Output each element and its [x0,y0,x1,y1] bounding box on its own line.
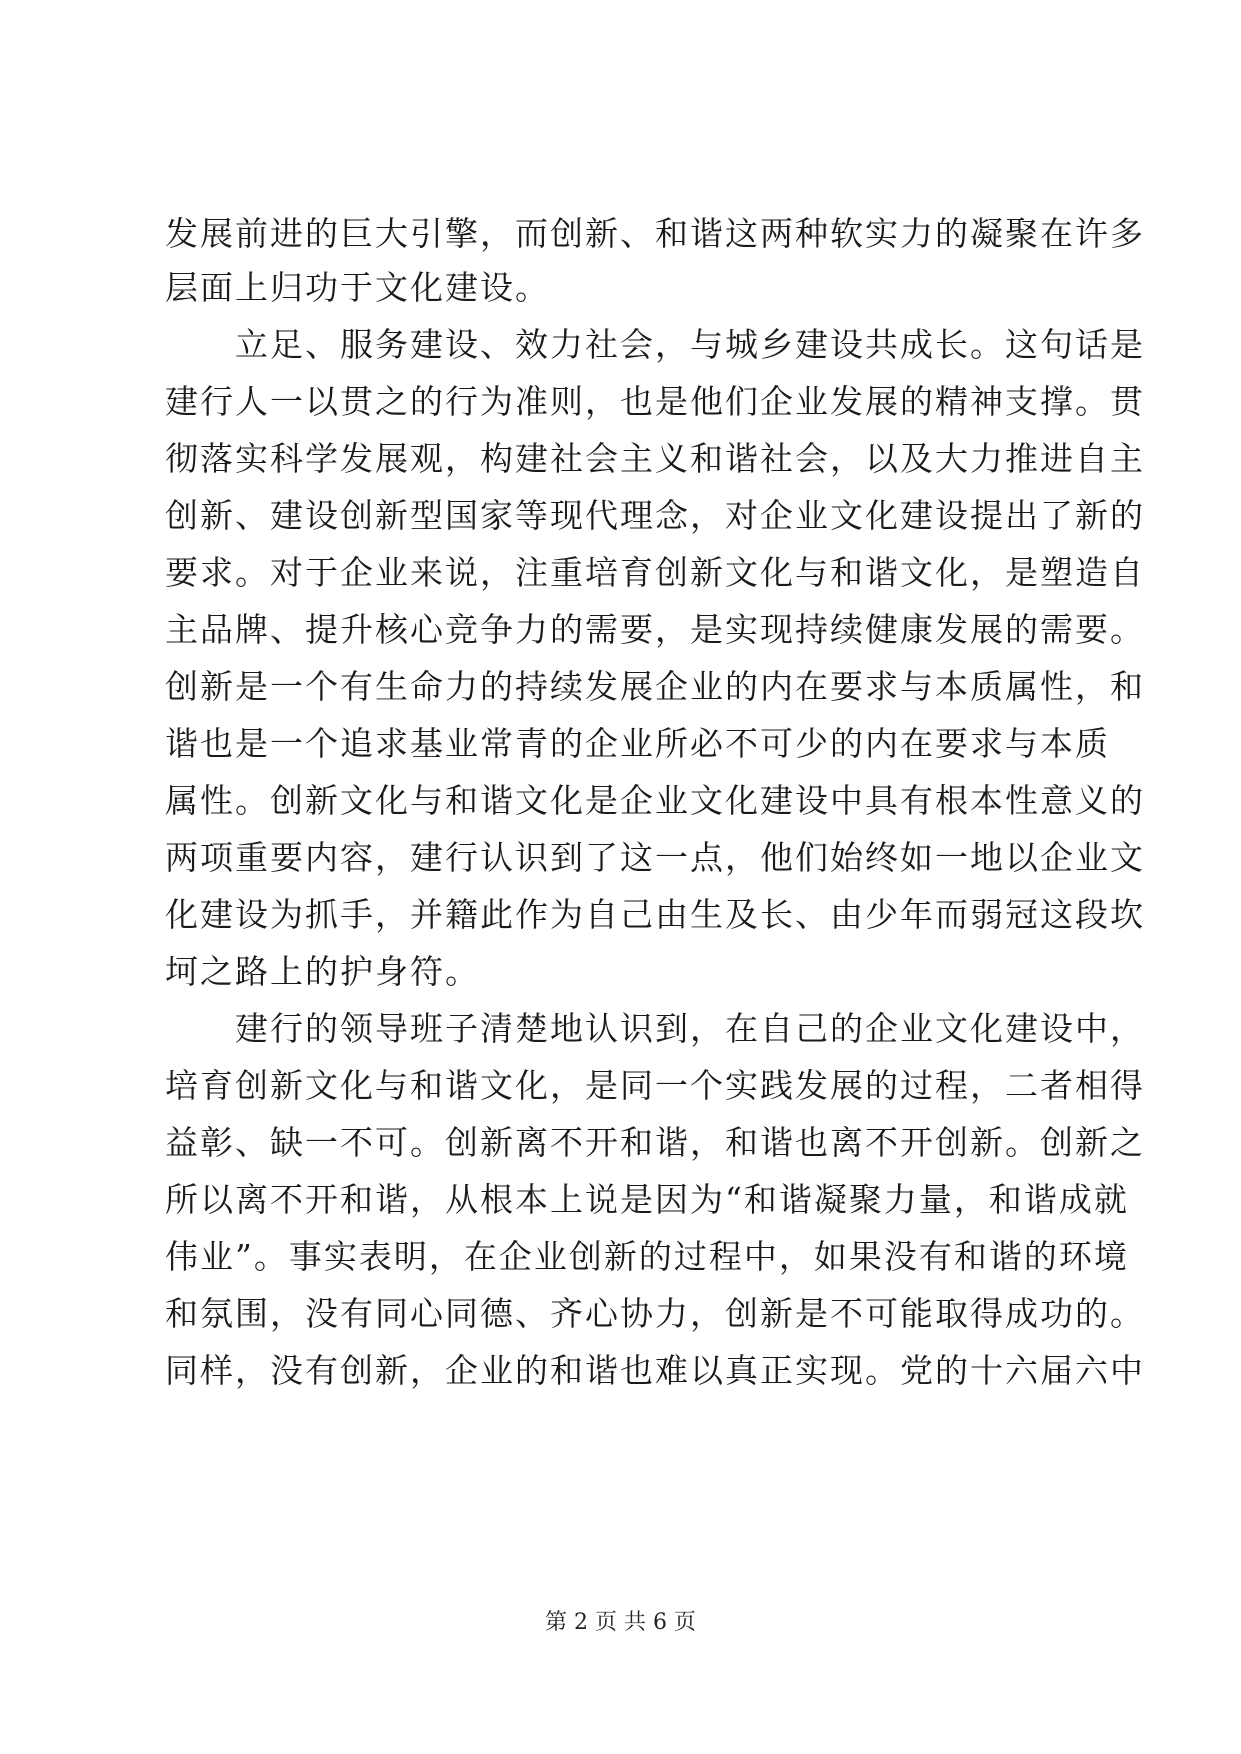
text-line: 两项重要内容，建行认识到了这一点，他们始终如一地以企业文 [165,838,1145,877]
text-line: 创新、建设创新型国家等现代理念，对企业文化建设提出了新的 [165,496,1145,535]
text-line: 培育创新文化与和谐文化，是同一个实践发展的过程，二者相得 [165,1066,1145,1105]
text-line: 建行的领导班子清楚地认识到，在自己的企业文化建设中， [165,1009,1145,1048]
text-line: 和氛围，没有同心同德、齐心协力，创新是不可能取得成功的。 [165,1294,1145,1333]
page-number-footer: 第 2 页 共 6 页 [545,1610,696,1635]
text-line: 发展前进的巨大引擎，而创新、和谐这两种软实力的凝聚在许多 [165,214,1145,253]
text-line: 立足、服务建设、效力社会，与城乡建设共成长。这句话是 [165,325,1145,364]
text-line: 伟业”。事实表明，在企业创新的过程中，如果没有和谐的环境 [165,1237,1129,1276]
text-line: 建行人一以贯之的行为准则，也是他们企业发展的精神支撑。贯 [165,382,1145,421]
text-line: 所以离不开和谐，从根本上说是因为“和谐凝聚力量，和谐成就 [165,1180,1129,1219]
text-line: 坷之路上的护身符。 [165,952,480,991]
text-line: 主品牌、提升核心竞争力的需要，是实现持续健康发展的需要。 [165,610,1145,649]
text-line: 属性。创新文化与和谐文化是企业文化建设中具有根本性意义的 [165,781,1145,820]
text-line: 同样，没有创新，企业的和谐也难以真正实现。党的十六届六中 [165,1351,1145,1390]
text-line: 益彰、缺一不可。创新离不开和谐，和谐也离不开创新。创新之 [165,1123,1145,1162]
text-line: 要求。对于企业来说，注重培育创新文化与和谐文化，是塑造自 [165,553,1145,592]
text-line: 层面上归功于文化建设。 [165,268,550,307]
text-line: 彻落实科学发展观，构建社会主义和谐社会，以及大力推进自主 [165,439,1145,478]
text-line: 化建设为抓手，并籍此作为自己由生及长、由少年而弱冠这段坎 [165,895,1145,934]
text-line: 创新是一个有生命力的持续发展企业的内在要求与本质属性，和 [165,667,1145,706]
text-line: 谐也是一个追求基业常青的企业所必不可少的内在要求与本质 [165,724,1110,763]
